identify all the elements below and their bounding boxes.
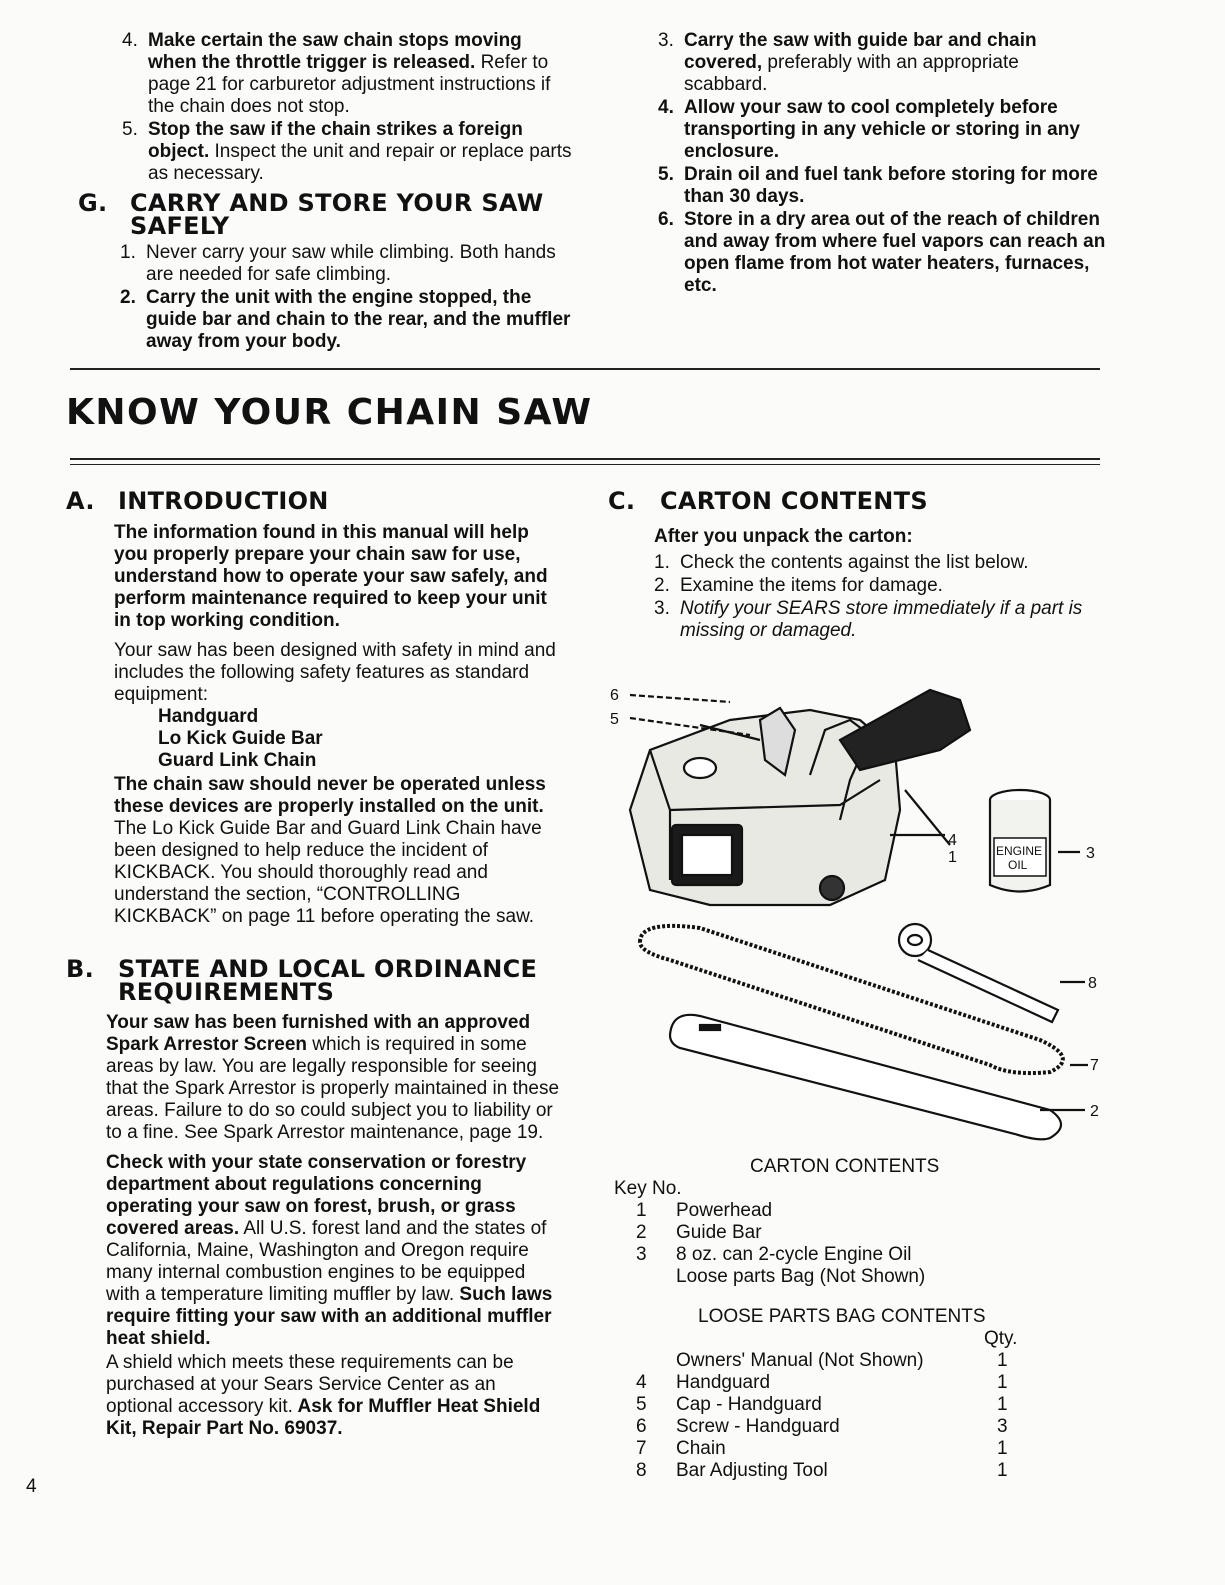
key-cell: 3 bbox=[636, 1244, 647, 1265]
list-item bbox=[658, 209, 1106, 297]
text: which is required in some areas by law. You are legally responsible for seeing that the Spark Arrestor is properly maintained in these areas. bbox=[106, 1034, 560, 1121]
text-bold: Check with your state conservation or forestry department about regulations concerning operating your saw on forest, brush, or grass covered areas. bbox=[106, 1152, 527, 1239]
list-item bbox=[654, 552, 1104, 574]
table-row bbox=[614, 1350, 1034, 1372]
key-cell: 6 bbox=[636, 1416, 647, 1437]
list-item bbox=[658, 30, 1106, 96]
section-title: CARRY AND STORE YOUR SAW SAFELY bbox=[130, 189, 544, 240]
list-number: 1. bbox=[120, 242, 136, 263]
list-text: Allow your saw to cool completely before transporting in any vehicle or storing in any enclosure. bbox=[684, 97, 1080, 162]
key-cell: 2 bbox=[636, 1222, 647, 1243]
qty-cell: 1 bbox=[997, 1460, 1008, 1481]
name-cell: Handguard bbox=[676, 1372, 771, 1393]
qty-cell: 3 bbox=[997, 1416, 1008, 1437]
name-cell: 8 oz. can 2-cycle Engine Oil bbox=[676, 1244, 912, 1265]
can-label: ENGINE bbox=[996, 844, 1043, 858]
qty-header: Qty. bbox=[984, 1328, 1018, 1349]
section-letter: B. bbox=[66, 955, 95, 983]
list-number: 1. bbox=[654, 552, 670, 573]
section-title: CARTON CONTENTS bbox=[660, 487, 928, 515]
divider bbox=[70, 368, 1100, 370]
name-cell: Bar Adjusting Tool bbox=[676, 1460, 828, 1481]
list-text: preferably with an appropriate scabbard. bbox=[684, 52, 1019, 95]
qty-cell: 1 bbox=[997, 1394, 1008, 1415]
divider bbox=[70, 458, 1100, 460]
qty-cell: 1 bbox=[997, 1350, 1008, 1371]
bar-adjusting-tool bbox=[899, 924, 1058, 1022]
name-cell: Screw - Handguard bbox=[676, 1416, 840, 1437]
list-text: Check the contents against the list below. bbox=[680, 552, 1029, 573]
section-title: INTRODUCTION bbox=[118, 487, 329, 515]
list-text: Notify your SEARS store immediately if a part is missing or damaged. bbox=[680, 598, 1083, 641]
text: All U.S. forest land and the states of California, Maine, Washington and Oregon require many internal combustion engines to be equipped with a temperature limiting muffler by law. bbox=[106, 1218, 547, 1305]
feature-item: Guard Link Chain bbox=[158, 750, 317, 771]
paragraph: After you unpack the carton: bbox=[654, 526, 913, 547]
callout-7: 7 bbox=[1090, 1057, 1099, 1074]
list-number: 2. bbox=[654, 575, 670, 596]
table-row bbox=[614, 1266, 1034, 1288]
section-b-body bbox=[106, 1012, 564, 1448]
list-text: Refer to page 21 for carburetor adjustment instructions if the chain does not stop. bbox=[148, 52, 551, 117]
table-row bbox=[614, 1222, 1034, 1244]
list-item bbox=[120, 242, 572, 286]
list-number: 5. bbox=[122, 119, 138, 140]
key-cell: 5 bbox=[636, 1394, 647, 1415]
section-letter: A. bbox=[66, 487, 95, 515]
text: Failure to do so could subject you to liability or to a fine. See Spark Arrestor maintenance, page 19. bbox=[106, 1100, 553, 1143]
list-item bbox=[122, 30, 574, 118]
callout-5: 5 bbox=[610, 711, 619, 728]
name-cell: Powerhead bbox=[676, 1200, 773, 1221]
key-cell: 7 bbox=[636, 1438, 647, 1459]
feature-item: Lo Kick Guide Bar bbox=[158, 728, 323, 749]
list-text: Carry the unit with the engine stopped, the guide bar and chain to the rear, and the muffler away from your body. bbox=[146, 287, 571, 352]
carton-contents-table bbox=[614, 1156, 1034, 1482]
text: The Lo Kick Guide Bar and Guard Link Chain have been designed to help reduce the incident of KICKBACK. You should thoroughly read and understand the section, “CONTROLLING KICKBACK” on page 11 before operating the saw. bbox=[114, 818, 542, 927]
list-text: Inspect the unit and repair or replace parts as necessary. bbox=[148, 141, 572, 184]
name-cell: Loose parts Bag (Not Shown) bbox=[676, 1266, 926, 1287]
list-number: 2. bbox=[120, 287, 136, 308]
list-item bbox=[654, 598, 1104, 642]
paragraph: The information found in this manual will help you properly prepare your chain saw for use, understand how to operate your saw safely, and perform maintenance required to keep your unit in top working condition. bbox=[114, 522, 548, 631]
callout-2: 2 bbox=[1090, 1103, 1099, 1120]
qty-cell: 1 bbox=[997, 1438, 1008, 1459]
callout-6: 6 bbox=[610, 687, 619, 704]
handguard-illustration bbox=[840, 690, 970, 770]
text-bold: Ask for Muffler Heat Shield Kit, Repair Part No. 69037. bbox=[106, 1396, 541, 1439]
list-number: 6. bbox=[658, 209, 674, 230]
top-left-list bbox=[122, 30, 574, 186]
paragraph bbox=[106, 1152, 564, 1350]
section-g-heading bbox=[78, 189, 558, 240]
can-label: OIL bbox=[1008, 858, 1028, 872]
table-row bbox=[614, 1372, 1034, 1394]
list-text-bold: Make certain the saw chain stops moving when the throttle trigger is released. bbox=[148, 30, 522, 73]
list-item bbox=[658, 164, 1106, 208]
section-c-body bbox=[654, 526, 1104, 643]
page-heading: KNOW YOUR CHAIN SAW bbox=[66, 392, 593, 433]
section-a-heading bbox=[66, 487, 546, 515]
bag-title: LOOSE PARTS BAG CONTENTS bbox=[698, 1306, 986, 1327]
engine-oil-can bbox=[990, 790, 1050, 892]
callout-3: 3 bbox=[1086, 845, 1095, 862]
list-number: 4. bbox=[658, 97, 674, 118]
divider bbox=[70, 464, 1100, 465]
section-b-heading bbox=[66, 955, 566, 1006]
table-title: CARTON CONTENTS bbox=[750, 1156, 940, 1177]
list-number: 4. bbox=[122, 30, 138, 51]
feature-item: Handguard bbox=[158, 706, 259, 727]
paragraph bbox=[114, 774, 566, 928]
text: A shield which meets these requirements can be purchased at your Sears Service Center as an optional accessory kit. bbox=[106, 1352, 514, 1417]
section-g-list bbox=[120, 242, 572, 354]
text-bold: Such laws require fitting your saw with an additional muffler heat shield. bbox=[106, 1284, 553, 1349]
name-cell: Owners' Manual (Not Shown) bbox=[676, 1350, 924, 1371]
list-item bbox=[122, 119, 574, 185]
table-row bbox=[614, 1416, 1034, 1438]
top-right-list bbox=[658, 30, 1106, 298]
list-text: Never carry your saw while climbing. Both hands are needed for safe climbing. bbox=[146, 242, 556, 285]
list-text: Drain oil and fuel tank before storing for more than 30 days. bbox=[684, 164, 1098, 207]
paragraph bbox=[106, 1012, 564, 1144]
name-cell: Guide Bar bbox=[676, 1222, 762, 1243]
name-cell: Chain bbox=[676, 1438, 726, 1459]
list-item bbox=[654, 575, 1104, 597]
text-bold: Your saw has been furnished with an approved Spark Arrestor Screen bbox=[106, 1012, 531, 1055]
list-text-bold: Stop the saw if the chain strikes a foreign object. bbox=[148, 119, 523, 162]
key-cell: 1 bbox=[636, 1200, 647, 1221]
callout-1: 1 bbox=[948, 849, 957, 866]
section-letter: G. bbox=[78, 189, 108, 217]
key-cell: 8 bbox=[636, 1460, 647, 1481]
list-number: 5. bbox=[658, 164, 674, 185]
section-a-body bbox=[114, 522, 566, 936]
list-item bbox=[658, 97, 1106, 163]
table-header-key: Key No. bbox=[614, 1178, 682, 1199]
list-number: 3. bbox=[658, 30, 674, 51]
list-number: 3. bbox=[654, 598, 670, 619]
guide-bar-illustration bbox=[670, 1015, 1061, 1139]
list-text: Examine the items for damage. bbox=[680, 575, 943, 596]
table-row bbox=[614, 1438, 1034, 1460]
table-row bbox=[614, 1460, 1034, 1482]
table-row bbox=[614, 1200, 1034, 1222]
section-c-heading bbox=[608, 487, 1088, 515]
key-cell: 4 bbox=[636, 1372, 647, 1393]
paragraph: Your saw has been designed with safety in mind and includes the following safety features as standard equipment: bbox=[114, 640, 556, 705]
callout-4: 4 bbox=[948, 832, 957, 849]
table-row bbox=[614, 1394, 1034, 1416]
list-item bbox=[120, 287, 572, 353]
qty-cell: 1 bbox=[997, 1372, 1008, 1393]
callout-8: 8 bbox=[1088, 975, 1097, 992]
name-cell: Cap - Handguard bbox=[676, 1394, 822, 1415]
text-bold: The chain saw should never be operated unless these devices are properly installed on the unit. bbox=[114, 774, 546, 817]
list-text: Store in a dry area out of the reach of children and away from where fuel vapors can reach an open flame from hot water heaters, furnaces, etc. bbox=[684, 209, 1106, 296]
carton-contents-diagram bbox=[610, 680, 1110, 1150]
section-title: STATE AND LOCAL ORDINANCE REQUIREMENTS bbox=[118, 955, 538, 1006]
table-row bbox=[614, 1244, 1034, 1266]
page-number: 4 bbox=[26, 1476, 37, 1497]
section-letter: C. bbox=[608, 487, 636, 515]
list-text-bold: Carry the saw with guide bar and chain covered, bbox=[684, 30, 1037, 73]
paragraph bbox=[106, 1352, 564, 1440]
